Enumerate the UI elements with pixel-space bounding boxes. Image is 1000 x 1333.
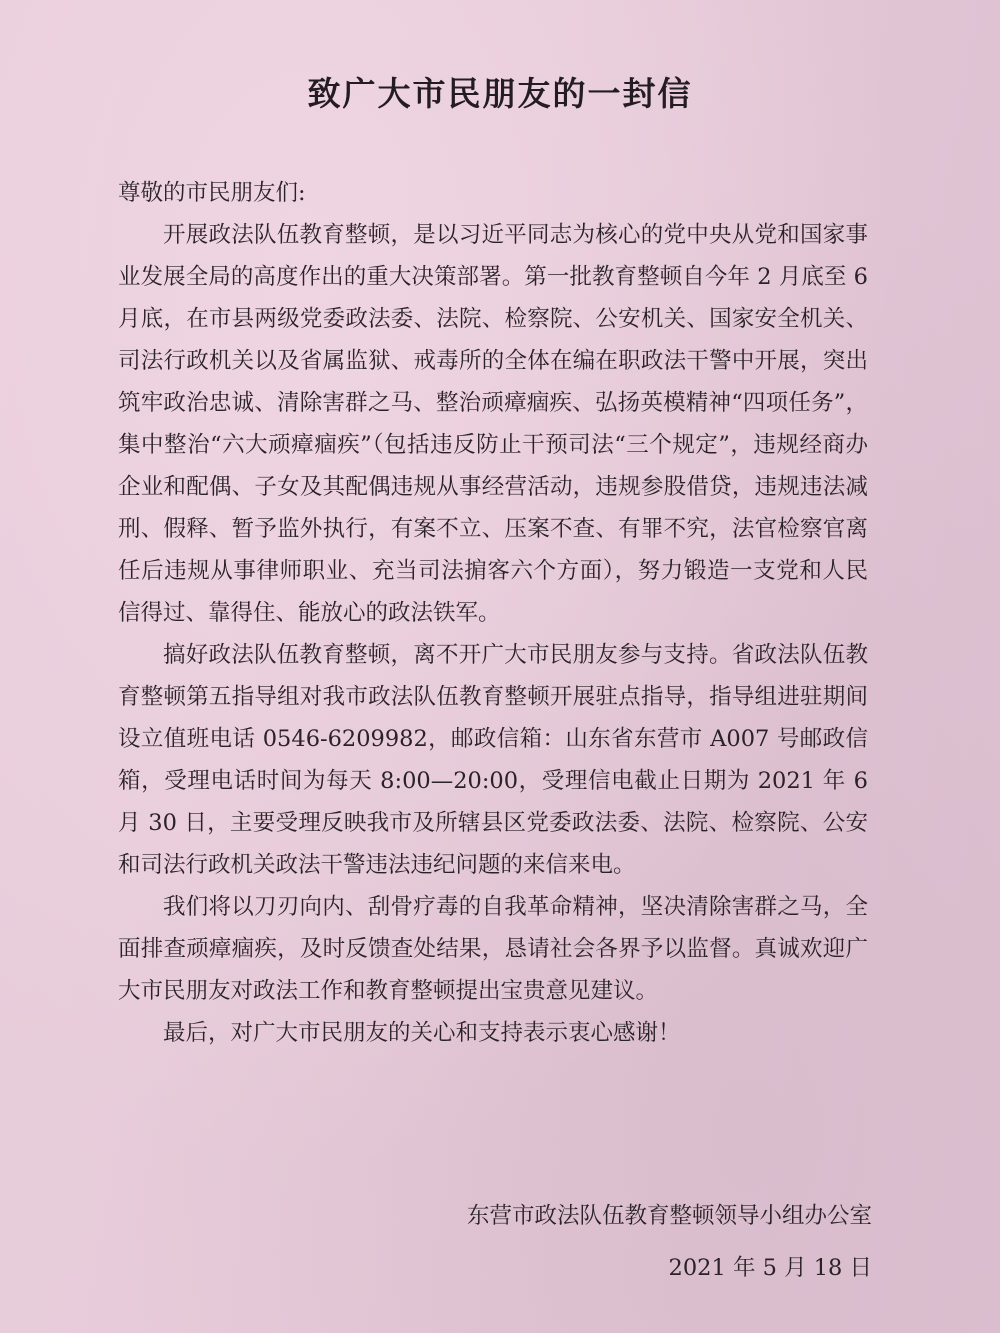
letter-title: 致广大市民朋友的一封信 [307,74,693,113]
paragraph-3: 我们将以刀刃向内、刮骨疗毒的自我革命精神，坚决清除害群之马，全面排查顽瘴痼疾，及时反馈查处结果，恳请社会各界予以监督。真诚欢迎广大市民朋友对政法工作和教育整顿提出宝贵意见建议。 [118,894,868,1004]
paragraph-4: 最后，对广大市民朋友的关心和支持表示衷心感谢！ [163,1020,681,1046]
letter-body [118,172,868,1054]
salutation: 尊敬的市民朋友们: [118,180,306,206]
paragraph-2: 搞好政法队伍教育整顿，离不开广大市民朋友参与支持。省政法队伍教育整顿第五指导组对我市政法队伍教育整顿开展驻点指导，指导组进驻期间设立值班电话 0546-6209982，邮政信箱：山东省东营市 A007 号邮政信箱，受理电话时间为每天 8:00—20:00，受理信电截止日期为 2021 年 6 月 30 日，主要受理反映我市及所辖县区党委政法委、法院、检察院、公安和司法行政机关政法干警违法违纪问题的来信来电。 [118,642,868,878]
paragraph-1: 开展政法队伍教育整顿，是以习近平同志为核心的党中央从党和国家事业发展全局的高度作出的重大决策部署。第一批教育整顿自今年 2 月底至 6 月底，在市县两级党委政法委、法院、检察院、公安机关、国家安全机关、司法行政机关以及省属监狱、戒毒所的全体在编在职政法干警中开展，突出筑牢政治忠诚、清除害群之马、整治顽瘴痼疾、弘扬英模精神“四项任务”，集中整治“六大顽瘴痼疾”（包括违反防止干预司法“三个规定”，违规经商办企业和配偶、子女及其配偶违规从事经营活动，违规参股借贷，违规违法减刑、假释、暂予监外执行，有案不立、压案不查、有罪不究，法官检察官离任后违规从事律师职业、充当司法掮客六个方面），努力锻造一支党和人民信得过、靠得住、能放心的政法铁军。 [118,222,868,626]
signature-block [467,1190,872,1294]
signature-date: 2021 年 5 月 18 日 [668,1255,872,1281]
signature-organization: 东营市政法队伍教育整顿领导小组办公室 [466,1203,872,1229]
